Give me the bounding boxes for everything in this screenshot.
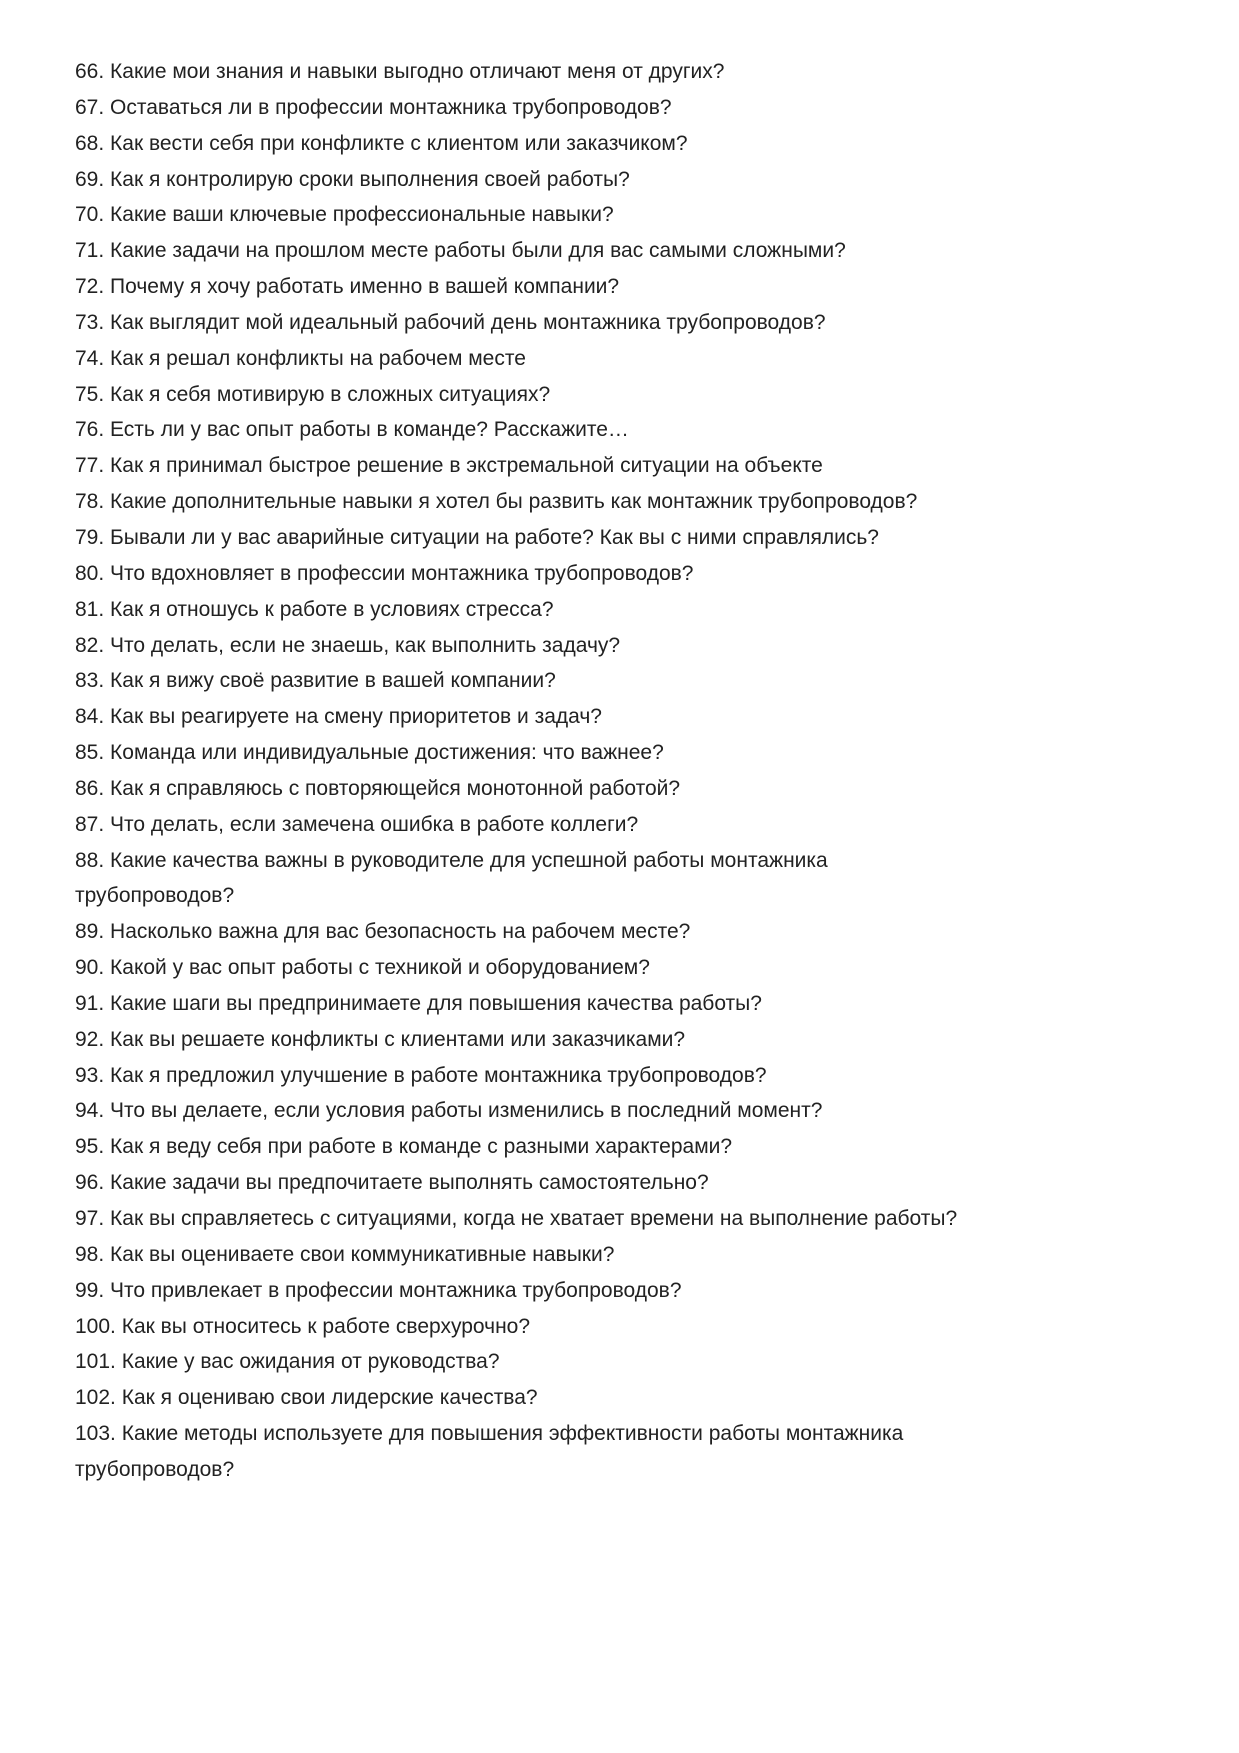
question-item: 79. Бывали ли у вас аварийные ситуации на работе? Как вы с ними справлялись?	[75, 525, 879, 549]
question-item: 83. Как я вижу своё развитие в вашей компании?	[75, 669, 556, 693]
question-item: 72. Почему я хочу работать именно в вашей компании?	[75, 275, 620, 299]
question-item: 76. Есть ли у вас опыт работы в команде? Расскажите…	[75, 418, 629, 442]
question-item: 81. Как я отношусь к работе в условиях стресса?	[75, 597, 554, 621]
question-item: 85. Команда или индивидуальные достижения: что важнее?	[75, 741, 664, 765]
question-item: 93. Как я предложил улучшение в работе монтажника трубопроводов?	[75, 1063, 767, 1087]
question-item: 71. Какие задачи на прошлом месте работы были для вас самыми сложными?	[75, 239, 846, 263]
question-item: 103. Какие методы используете для повышения эффективности работы монтажника трубопроводов?	[75, 1422, 904, 1481]
question-item: 95. Как я веду себя при работе в команде с разными характерами?	[75, 1135, 733, 1159]
question-item: 94. Что вы делаете, если условия работы изменились в последний момент?	[75, 1099, 823, 1123]
question-item: 91. Какие шаги вы предпринимаете для повышения качества работы?	[75, 991, 762, 1015]
question-item: 92. Как вы решаете конфликты с клиентами или заказчиками?	[75, 1027, 686, 1051]
question-item: 89. Насколько важна для вас безопасность на рабочем месте?	[75, 920, 691, 944]
question-item: 68. Как вести себя при конфликте с клиентом или заказчиком?	[75, 131, 688, 155]
question-item: 102. Как я оцениваю свои лидерские качества?	[75, 1386, 538, 1410]
question-item: 80. Что вдохновляет в профессии монтажника трубопроводов?	[75, 561, 694, 585]
question-item: 99. Что привлекает в профессии монтажника трубопроводов?	[75, 1278, 682, 1302]
question-item: 66. Какие мои знания и навыки выгодно отличают меня от других?	[75, 60, 725, 83]
question-item: 96. Какие задачи вы предпочитаете выполнять самостоятельно?	[75, 1171, 709, 1195]
question-item: 67. Оставаться ли в профессии монтажника трубопроводов?	[75, 95, 672, 119]
question-item: 74. Как я решал конфликты на рабочем месте	[75, 346, 526, 370]
question-item: 70. Какие ваши ключевые профессиональные навыки?	[75, 203, 614, 227]
question-item: 77. Как я принимал быстрое решение в экстремальной ситуации на объекте	[75, 454, 823, 478]
question-list	[75, 54, 957, 1488]
question-item: 86. Как я справляюсь с повторяющейся монотонной работой?	[75, 776, 681, 800]
question-item: 78. Какие дополнительные навыки я хотел бы развить как монтажник трубопроводов?	[75, 490, 918, 514]
question-item: 98. Как вы оцениваете свои коммуникативные навыки?	[75, 1242, 615, 1266]
question-item: 97. Как вы справляетесь с ситуациями, когда не хватает времени на выполнение работы?	[75, 1207, 958, 1230]
question-item: 69. Как я контролирую сроки выполнения своей работы?	[75, 167, 630, 191]
question-item: 88. Какие качества важны в руководителе для успешной работы монтажника трубопроводов?	[75, 848, 828, 908]
question-item: 84. Как вы реагируете на смену приоритетов и задач?	[75, 705, 602, 729]
question-item: 82. Что делать, если не знаешь, как выполнить задачу?	[75, 633, 621, 657]
question-item: 87. Что делать, если замечена ошибка в работе коллеги?	[75, 812, 639, 836]
question-item: 75. Как я себя мотивирую в сложных ситуациях?	[75, 382, 551, 406]
question-item: 90. Какой у вас опыт работы с техникой и оборудованием?	[75, 956, 650, 980]
question-item: 73. Как выглядит мой идеальный рабочий день монтажника трубопроводов?	[75, 310, 826, 334]
question-item: 100. Как вы относитесь к работе сверхурочно?	[75, 1314, 531, 1338]
question-item: 101. Какие у вас ожидания от руководства?	[75, 1350, 500, 1374]
